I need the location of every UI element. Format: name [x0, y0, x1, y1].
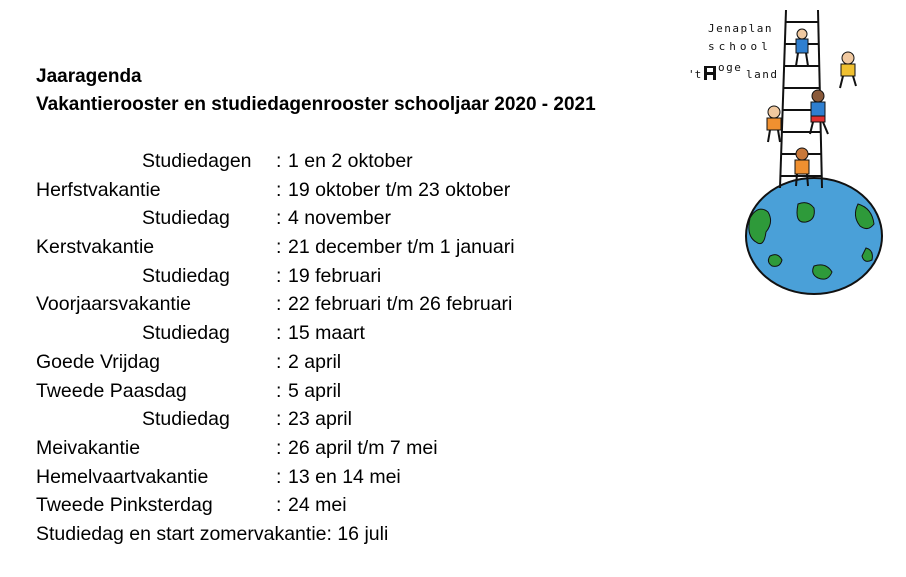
schedule-label: Tweede Paasdag: [36, 379, 187, 402]
logo-text-t: 't: [688, 68, 702, 81]
schedule-value: 24 mei: [288, 494, 347, 517]
schedule-label: Goede Vrijdag: [36, 350, 160, 373]
schedule-value: 19 oktober t/m 23 oktober: [288, 178, 511, 201]
schedule-value: 23 april: [288, 408, 352, 431]
globe-land-2: [797, 203, 814, 223]
schedule-label: Voorjaarsvakantie: [36, 293, 192, 316]
schedule-label: Studiedag: [142, 207, 230, 230]
child-icon-2: [840, 52, 856, 88]
schedule-value: 15 maart: [288, 322, 365, 345]
school-logo: [680, 8, 890, 298]
page-subtitle: Vakantierooster en studiedagenrooster schooljaar 2020 - 2021: [36, 94, 596, 115]
schedule-label: Studiedag: [142, 322, 230, 345]
schedule-value: 19 februari: [288, 264, 382, 287]
schedule-separator: :: [276, 264, 282, 287]
schedule-separator: :: [276, 408, 282, 431]
schedule-label: Meivakantie: [36, 436, 141, 459]
schedule-label: Studiedag: [142, 408, 230, 431]
schedule-value: 13 en 14 mei: [288, 465, 401, 488]
globe-land-4: [768, 255, 782, 267]
schedule-separator: :: [276, 236, 282, 259]
schedule-label: Kerstvakantie: [36, 236, 155, 259]
logo-text-jenaplan: Jenaplan: [708, 22, 773, 35]
schedule-label: Herfstvakantie: [36, 178, 161, 201]
schedule-value: 21 december t/m 1 januari: [288, 236, 515, 259]
logo-text-land: land: [746, 68, 779, 81]
schedule-value: 22 februari t/m 26 februari: [288, 293, 513, 316]
schedule-value: 4 november: [288, 207, 391, 230]
schedule-label: Studiedagen: [142, 150, 252, 172]
schedule-separator: :: [276, 465, 282, 488]
logo-text-school: school: [708, 40, 772, 53]
child-icon-4: [767, 106, 781, 142]
final-line-text: Studiedag en start zomervakantie: 16 juli: [36, 522, 389, 545]
schedule-separator: :: [276, 379, 282, 402]
schedule-separator: :: [276, 350, 282, 373]
schedule-value: 2 april: [288, 350, 342, 373]
schedule-separator: :: [276, 150, 282, 172]
schedule-value: 1 en 2 oktober: [288, 150, 413, 172]
schedule-label: Tweede Pinksterdag: [36, 494, 213, 517]
schedule-separator: :: [276, 178, 282, 201]
schedule-value: 5 april: [288, 379, 342, 402]
schedule-label: Hemelvaartvakantie: [36, 465, 209, 488]
schedule-separator: :: [276, 322, 282, 345]
globe-icon: [746, 178, 882, 294]
document-heading: [36, 64, 596, 120]
schedule-separator: :: [276, 207, 282, 230]
schedule-separator: :: [276, 494, 282, 517]
logo-text-oge: oge: [718, 61, 743, 74]
schedule-value: 26 april t/m 7 mei: [288, 436, 438, 459]
schedule-label: Studiedag: [142, 264, 230, 287]
child-icon-1: [796, 29, 808, 66]
schedule-separator: :: [276, 436, 282, 459]
child-icon-3: [810, 90, 828, 134]
page-title: Jaaragenda: [36, 66, 142, 87]
schedule-separator: :: [276, 293, 282, 316]
